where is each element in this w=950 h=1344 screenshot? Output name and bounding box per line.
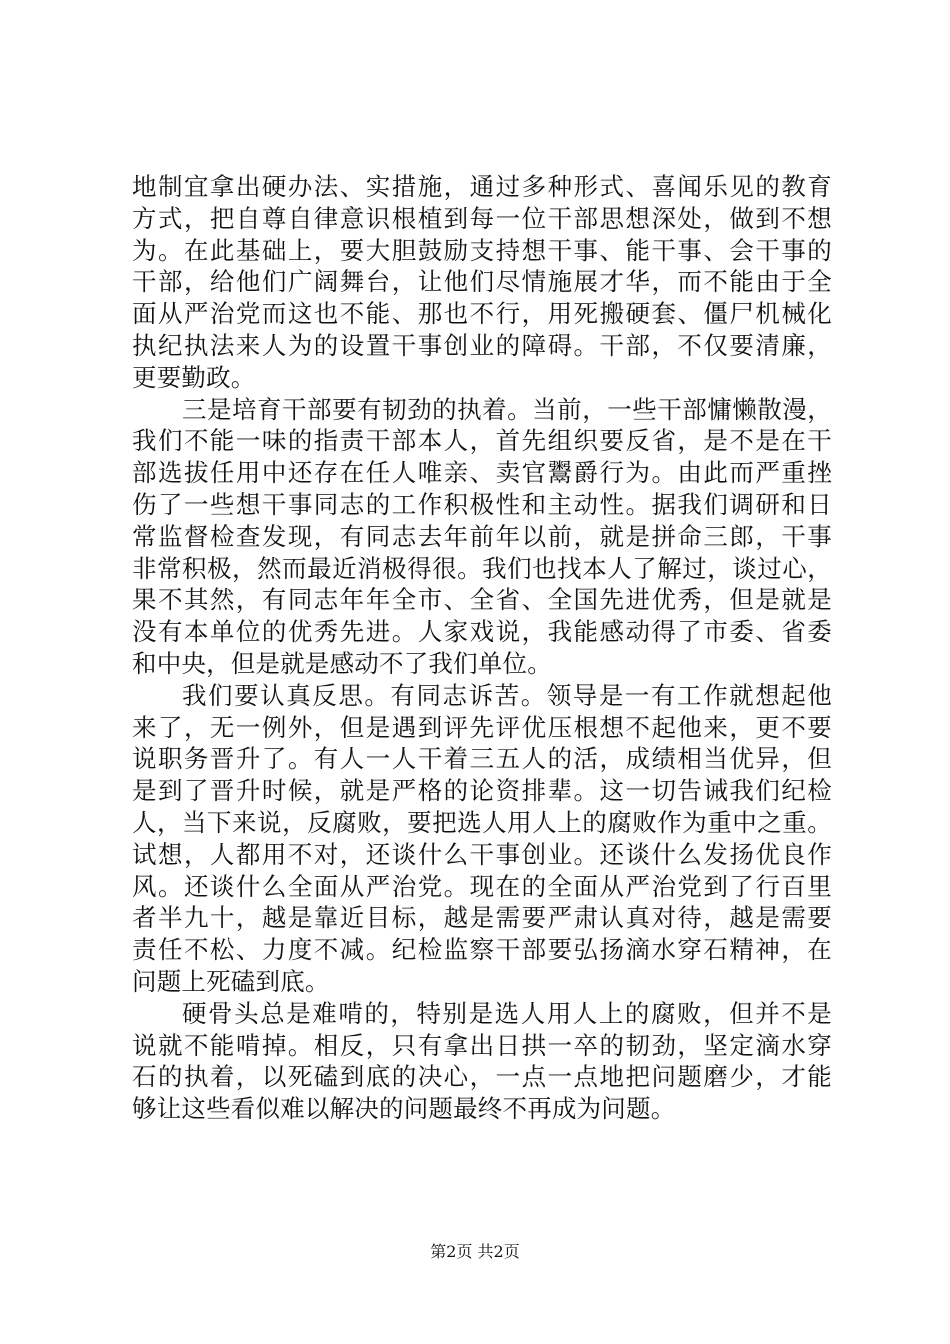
paragraph <box>132 171 832 394</box>
text-line: 我们要认真反思。有同志诉苦。领导是一有工作就想起他 <box>182 680 832 710</box>
text-line: 方式，把自尊自律意识根植到每一位干部思想深处，做到不想 <box>132 203 832 233</box>
text-line: 我们不能一味的指责干部本人，首先组织要反省，是不是在干 <box>132 426 832 456</box>
page-number: 第2页 共2页 <box>430 1242 520 1261</box>
text-line: 常监督检查发现，有同志去年前年以前，就是拼命三郎，干事 <box>132 521 832 551</box>
text-line: 试想，人都用不对，还谈什么干事创业。还谈什么发扬优良作 <box>132 839 832 869</box>
paragraph <box>132 998 832 1125</box>
text-line: 说就不能啃掉。相反，只有拿出日拱一卒的韧劲，坚定滴水穿 <box>132 1030 832 1060</box>
text-line: 石的执着，以死磕到底的决心，一点一点地把问题磨少，才能 <box>132 1062 832 1092</box>
text-line: 人，当下来说，反腐败，要把选人用人上的腐败作为重中之重。 <box>132 807 832 837</box>
text-line: 风。还谈什么全面从严治党。现在的全面从严治党到了行百里 <box>132 871 832 901</box>
text-line: 更要勤政。 <box>132 362 256 392</box>
text-line: 者半九十，越是靠近目标，越是需要严肃认真对待，越是需要 <box>132 903 832 933</box>
body-text <box>132 171 832 1125</box>
text-line: 来了，无一例外，但是遇到评先评优压根想不起他来，更不要 <box>132 712 832 742</box>
text-line: 非常积极，然而最近消极得很。我们也找本人了解过，谈过心， <box>132 553 832 583</box>
page-footer <box>0 1242 950 1262</box>
text-line: 三是培育干部要有韧劲的执着。当前，一些干部慵懒散漫， <box>182 394 832 424</box>
text-line: 没有本单位的优秀先进。人家戏说，我能感动得了市委、省委 <box>132 617 832 647</box>
text-line: 面从严治党而这也不能、那也不行，用死搬硬套、僵尸机械化 <box>132 299 832 329</box>
text-line: 地制宜拿出硬办法、实措施，通过多种形式、喜闻乐见的教育 <box>132 172 832 201</box>
text-line: 执纪执法来人为的设置干事创业的障碍。干部，不仅要清廉， <box>132 330 832 360</box>
text-line: 问题上死磕到底。 <box>132 966 330 996</box>
text-line: 和中央，但是就是感动不了我们单位。 <box>132 648 552 678</box>
text-line: 果不其然，有同志年年全市、全省、全国先进优秀，但是就是 <box>132 585 832 615</box>
text-line: 够让这些看似难以解决的问题最终不再成为问题。 <box>132 1094 676 1124</box>
text-line: 是到了晋升时候，就是严格的论资排辈。这一切告诫我们纪检 <box>132 776 832 806</box>
text-line: 硬骨头总是难啃的，特别是选人用人上的腐败，但并不是 <box>182 998 832 1028</box>
text-line: 责任不松、力度不减。纪检监察干部要弘扬滴水穿石精神，在 <box>132 935 832 965</box>
text-line: 伤了一些想干事同志的工作积极性和主动性。据我们调研和日 <box>132 489 832 519</box>
text-line: 部选拔任用中还存在任人唯亲、卖官鬻爵行为。由此而严重挫 <box>132 458 832 488</box>
text-line: 为。在此基础上，要大胆鼓励支持想干事、能干事、会干事的 <box>132 235 832 265</box>
text-line: 说职务晋升了。有人一人干着三五人的活，成绩相当优异，但 <box>132 744 832 774</box>
paragraph <box>132 394 832 680</box>
text-line: 干部，给他们广阔舞台，让他们尽情施展才华，而不能由于全 <box>132 267 832 297</box>
paragraph <box>132 680 832 998</box>
